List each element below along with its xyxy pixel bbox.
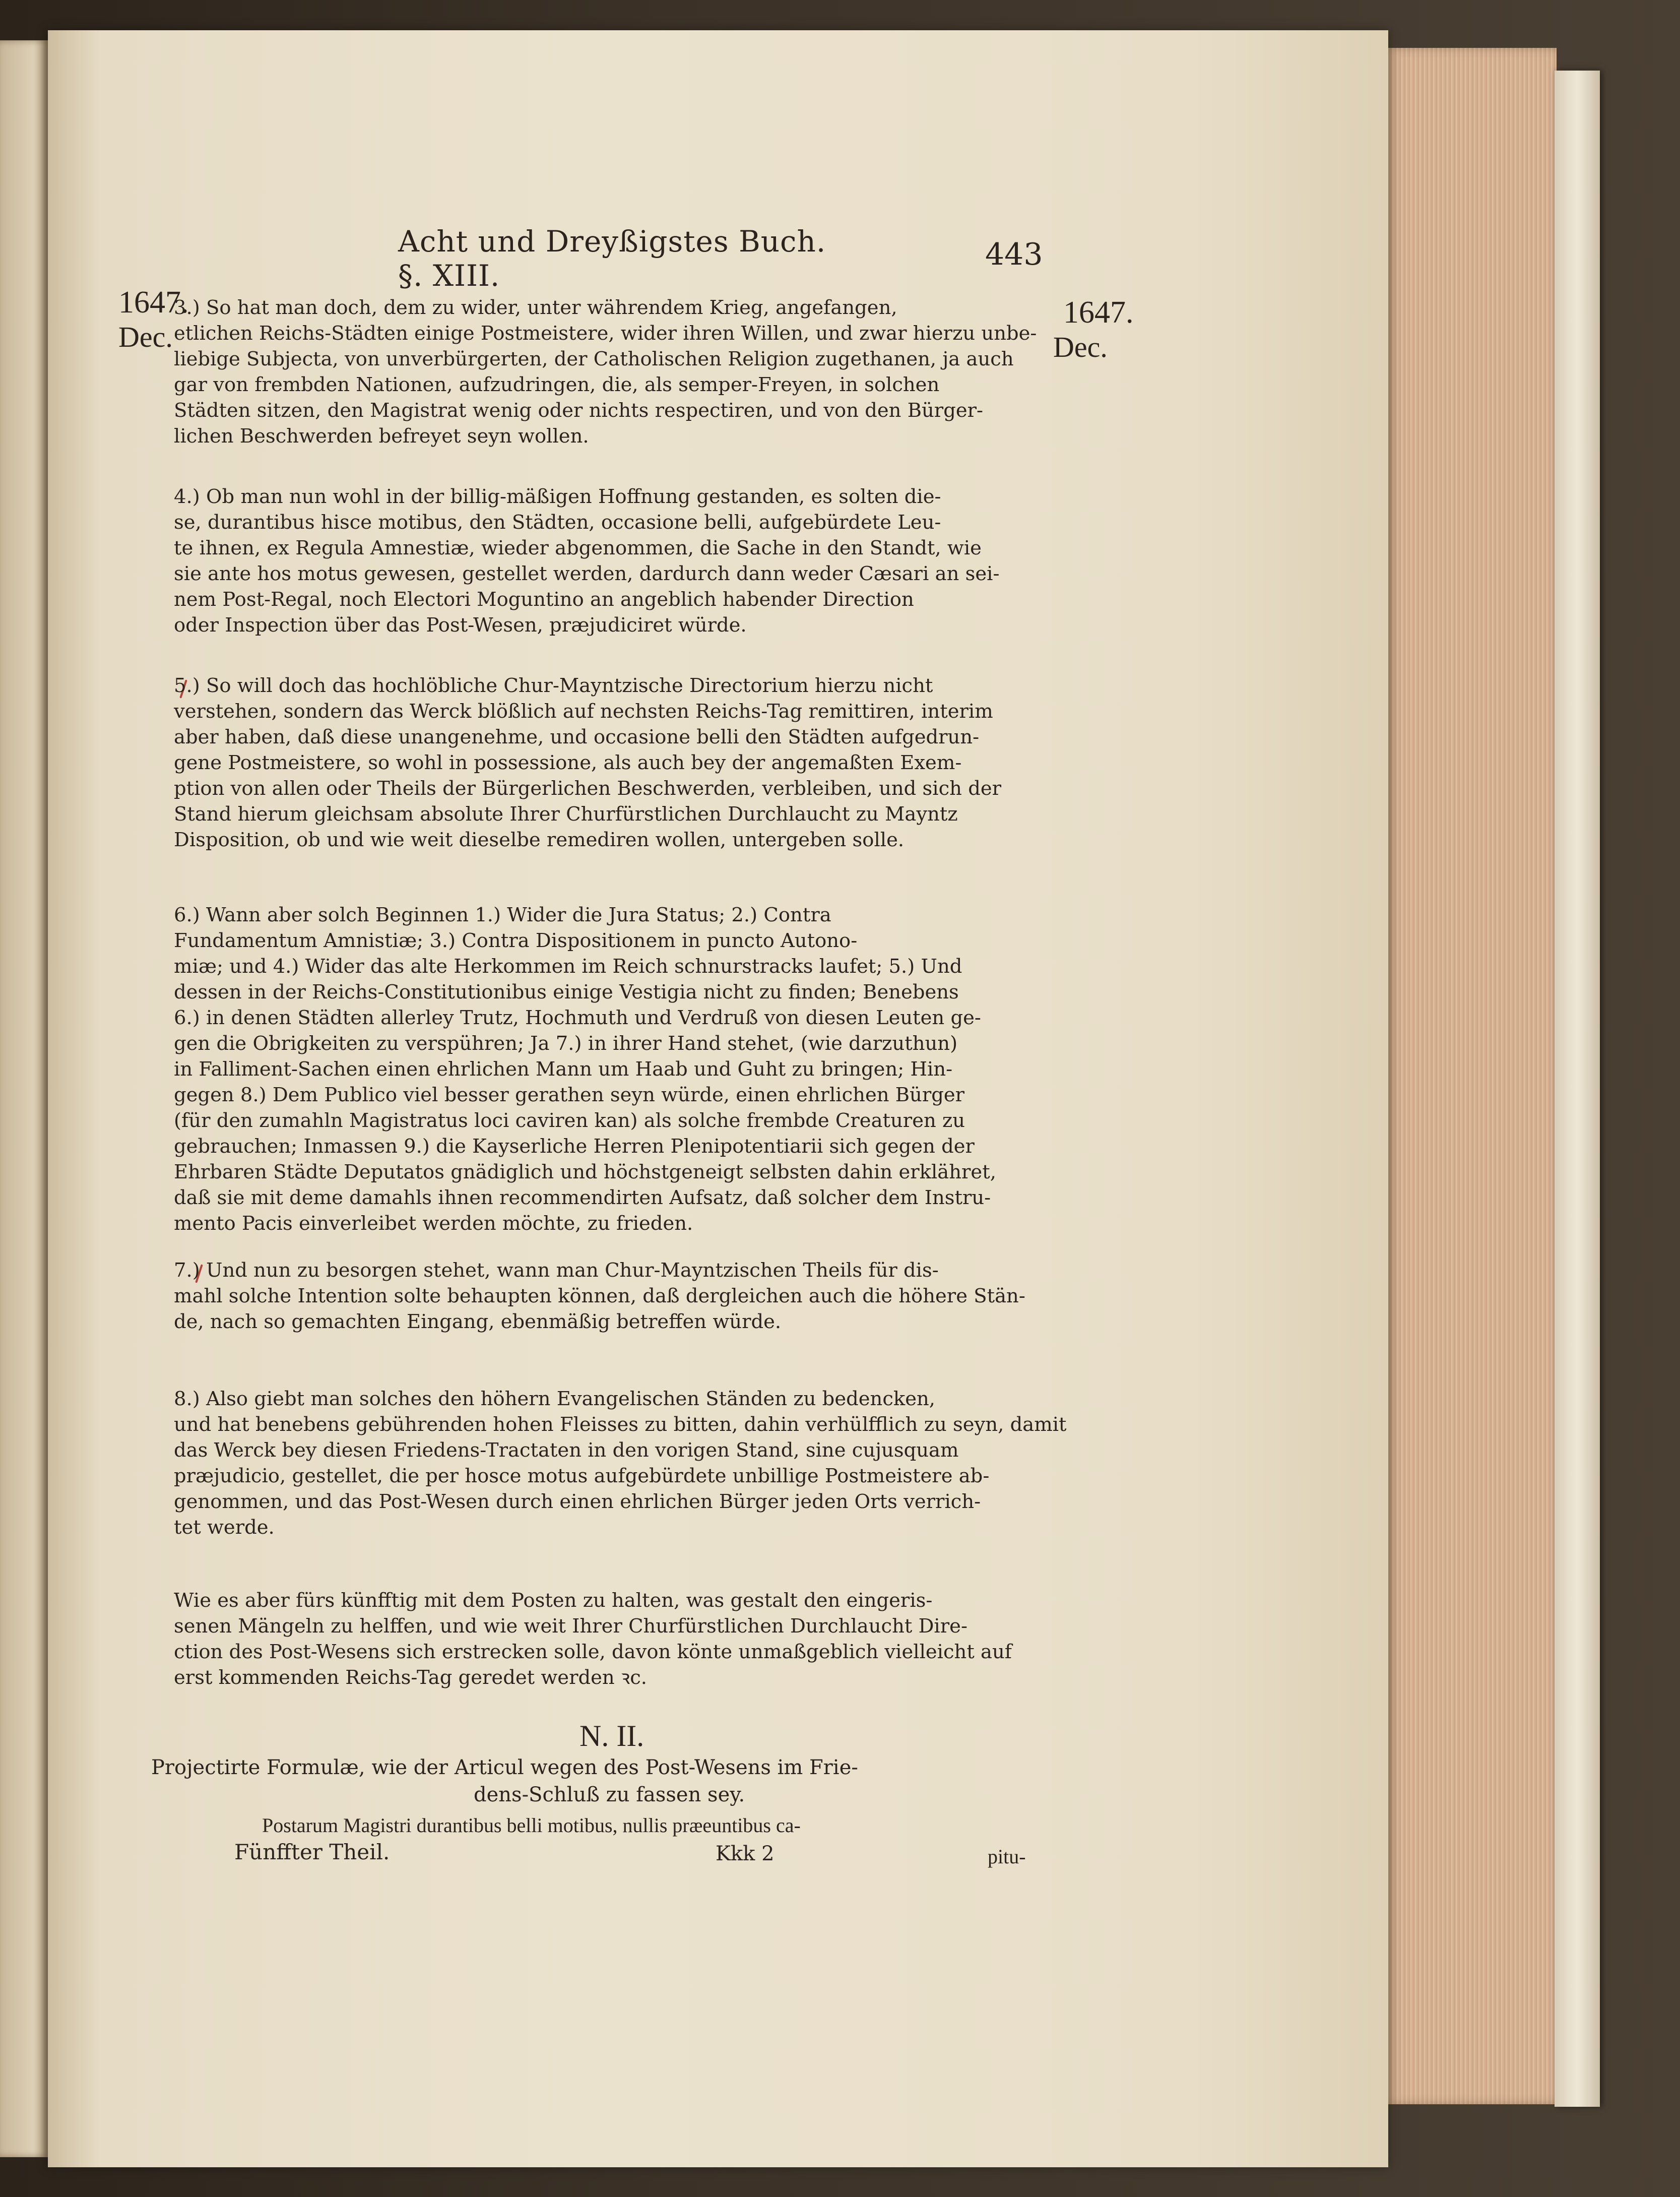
text-line: 7.) Und nun zu besorgen stehet, wann man Chur-Mayntzischen Theils für dis- bbox=[174, 1259, 939, 1282]
margin-year-left: 1647. bbox=[118, 285, 189, 320]
text-line: ction des Post-Wesens sich erstrecken solle, davon könte unmaßgeblich vielleicht auf bbox=[174, 1641, 1012, 1663]
text-line: gegen 8.) Dem Publico viel besser gerathen seyn würde, einen ehrlichen Bürger bbox=[174, 1084, 965, 1106]
paragraph-7 bbox=[174, 1258, 1046, 1335]
paragraph-4 bbox=[174, 484, 1046, 638]
paragraph-5 bbox=[174, 673, 1046, 853]
text-line: Wie es aber fürs künfftig mit dem Posten zu halten, was gestalt den eingeris- bbox=[174, 1589, 933, 1612]
text-line: senen Mängeln zu helffen, und wie weit Ihrer Churfürstlichen Durchlaucht Dire- bbox=[174, 1615, 967, 1638]
running-head: Acht und Dreyßigstes Buch. §. XIII. bbox=[398, 224, 826, 293]
paragraph-8 bbox=[174, 1386, 1067, 1540]
text-line: 5.) So will doch das hochlöbliche Chur-Mayntzische Directorium hierzu nicht bbox=[174, 674, 933, 697]
text-line: mahl solche Intention solte behaupten können, daß dergleichen auch die höhere Stän- bbox=[174, 1285, 1025, 1307]
text-line: aber haben, daß diese unangenehme, und occasione belli den Städten aufgedrun- bbox=[174, 726, 980, 748]
section-title: N. II. bbox=[579, 1719, 644, 1752]
text-line: Disposition, ob und wie weit dieselbe remediren wollen, untergeben solle. bbox=[174, 829, 904, 851]
page-number: 443 bbox=[985, 237, 1043, 272]
text-line: gebrauchen; Inmassen 9.) die Kayserliche Herren Plenipotentiarii sich gegen der bbox=[174, 1135, 975, 1158]
text-line: se, durantibus hisce motibus, den Städten, occasione belli, aufgebürdete Leu- bbox=[174, 511, 941, 534]
paragraph-6 bbox=[174, 902, 1046, 1236]
text-line: genommen, und das Post-Wesen durch einen ehrlichen Bürger jeden Orts verrich- bbox=[174, 1490, 981, 1513]
margin-month-right: Dec. bbox=[1053, 331, 1108, 363]
text-line: und hat benebens gebührenden hohen Fleisses zu bitten, dahin verhülfflich zu seyn, damit bbox=[174, 1413, 1067, 1436]
text-line: 3.) So hat man doch, dem zu wider, unter währendem Krieg, angefangen, bbox=[174, 296, 897, 319]
left-facing-page-edge bbox=[0, 40, 48, 2157]
text-line: (für den zumahln Magistratus loci caviren kan) als solche frembde Creaturen zu bbox=[174, 1109, 965, 1132]
text-line: tet werde. bbox=[174, 1516, 275, 1539]
text-line: gar von frembden Nationen, aufzudringen, die, als semper-Freyen, in solchen bbox=[174, 373, 940, 396]
paragraph-closing bbox=[174, 1588, 1046, 1690]
text-line: Städten sitzen, den Magistrat wenig oder nichts respectiren, und von den Bürger- bbox=[174, 399, 984, 422]
text-line: dessen in der Reichs-Constitutionibus einige Vestigia nicht zu finden; Benebens bbox=[174, 981, 959, 1003]
text-line: liebige Subjecta, von unverbürgerten, der Catholischen Religion zugethanen, ja auch bbox=[174, 348, 1014, 370]
text-line: præjudicio, gestellet, die per hosce motus aufgebürdete unbillige Postmeistere ab- bbox=[174, 1465, 990, 1487]
latin-text-start: Postarum Magistri durantibus belli motibus, nullis præeuntibus ca- bbox=[262, 1814, 801, 1837]
footer-part-label: Fünffter Theil. bbox=[234, 1840, 390, 1864]
form-heading bbox=[151, 1754, 1058, 1808]
heading-line: dens-Schluß zu fassen sey. bbox=[474, 1783, 745, 1806]
text-line: lichen Beschwerden befreyet seyn wollen. bbox=[174, 425, 589, 448]
text-line: Ehrbaren Städte Deputatos gnädiglich und höchstgeneigt selbsten dahin erklähret, bbox=[174, 1161, 996, 1183]
text-line: nem Post-Regal, noch Electori Moguntino an angeblich habender Direction bbox=[174, 588, 914, 611]
text-line: sie ante hos motus gewesen, gestellet werden, dardurch dann weder Cæsari an sei- bbox=[174, 562, 1000, 585]
text-line: erst kommenden Reichs-Tag geredet werden ꝛc. bbox=[174, 1666, 647, 1689]
book-fore-edge bbox=[1383, 48, 1557, 2104]
text-line: gene Postmeistere, so wohl in possessione, als auch bey der angemaßten Exem- bbox=[174, 751, 962, 774]
text-line: gen die Obrigkeiten zu verspühren; Ja 7.) in ihrer Hand stehet, (wie darzuthun) bbox=[174, 1032, 958, 1055]
paragraph-3 bbox=[174, 295, 1046, 449]
margin-year-right: 1647. bbox=[1063, 295, 1134, 330]
printer-signature: Kkk 2 bbox=[716, 1842, 774, 1865]
text-line: etlichen Reichs-Städten einige Postmeistere, wider ihren Willen, und zwar hierzu unbe- bbox=[174, 322, 1037, 345]
heading-line: Projectirte Formulæ, wie der Articul wegen des Post-Wesens im Frie- bbox=[151, 1756, 858, 1779]
text-line: das Werck bey diesen Friedens-Tractaten in den vorigen Stand, sine cujusquam bbox=[174, 1439, 959, 1462]
text-line: 6.) in denen Städten allerley Trutz, Hochmuth und Verdruß von diesen Leuten ge- bbox=[174, 1007, 981, 1029]
text-line: 8.) Also giebt man solches den höhern Evangelischen Ständen zu bedencken, bbox=[174, 1388, 936, 1410]
book-cover-edge bbox=[1555, 71, 1600, 2107]
margin-month-left: Dec. bbox=[118, 321, 173, 353]
catchword: pitu- bbox=[988, 1845, 1026, 1868]
text-line: de, nach so gemachten Eingang, ebenmäßig betreffen würde. bbox=[174, 1310, 782, 1333]
text-line: in Falliment-Sachen einen ehrlichen Mann um Haab und Guht zu bringen; Hin- bbox=[174, 1058, 953, 1081]
text-line: miæ; und 4.) Wider das alte Herkommen im Reich schnurstracks laufet; 5.) Und bbox=[174, 955, 962, 978]
text-line: mento Pacis einverleibet werden möchte, zu frieden. bbox=[174, 1212, 693, 1235]
text-line: Stand hierum gleichsam absolute Ihrer Churfürstlichen Durchlaucht zu Mayntz bbox=[174, 803, 958, 826]
text-line: 4.) Ob man nun wohl in der billig-mäßigen Hoffnung gestanden, es solten die- bbox=[174, 485, 941, 508]
text-line: ption von allen oder Theils der Bürgerlichen Beschwerden, verbleiben, und sich der bbox=[174, 777, 1002, 800]
text-line: verstehen, sondern das Werck blößlich auf nechsten Reichs-Tag remittiren, interim bbox=[174, 700, 993, 723]
text-line: oder Inspection über das Post-Wesen, præjudiciret würde. bbox=[174, 614, 747, 637]
text-line: 6.) Wann aber solch Beginnen 1.) Wider die Jura Status; 2.) Contra bbox=[174, 904, 831, 926]
text-line: te ihnen, ex Regula Amnestiæ, wieder abgenommen, die Sache in den Standt, wie bbox=[174, 537, 982, 559]
text-line: daß sie mit deme damahls ihnen recommendirten Aufsatz, daß solcher dem Instru- bbox=[174, 1186, 991, 1209]
text-line: Fundamentum Amnistiæ; 3.) Contra Dispositionem in puncto Autono- bbox=[174, 929, 858, 952]
